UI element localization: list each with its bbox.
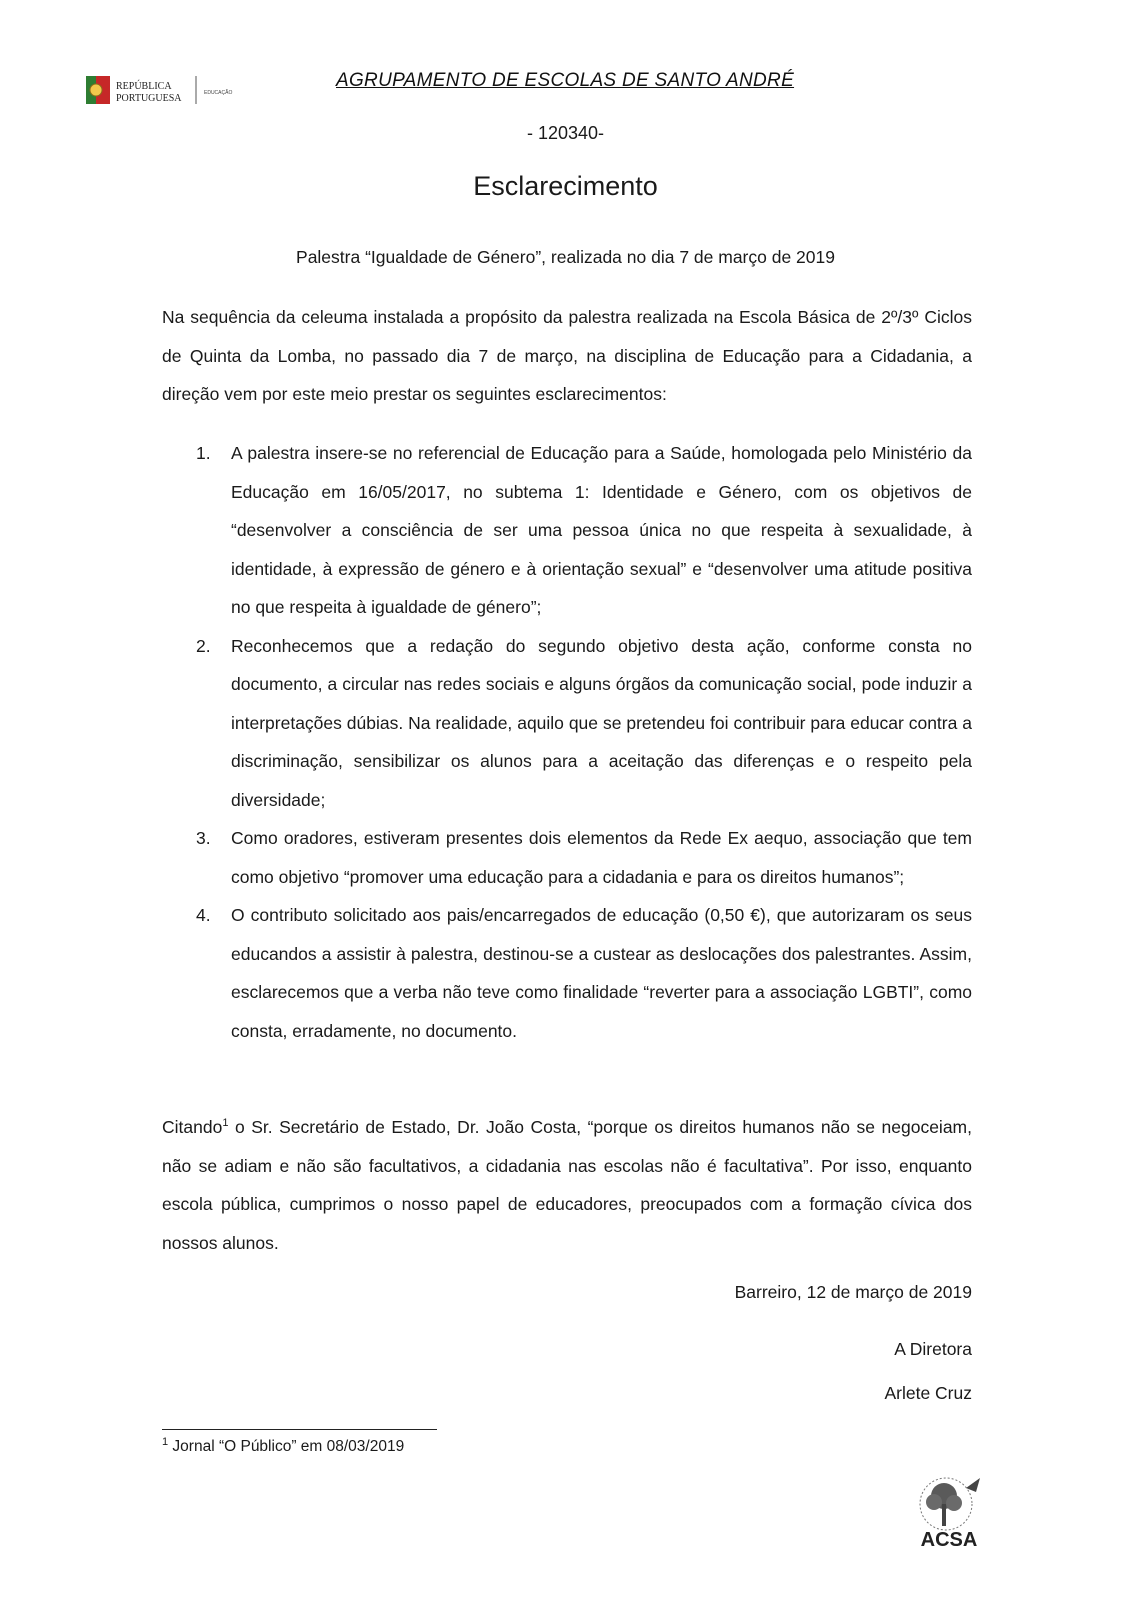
signer-name: Arlete Cruz <box>884 1383 972 1403</box>
list-item-text: Como oradores, estiveram presentes dois elementos da Rede Ex aequo, associação que tem como objetivo “promover uma educação para a cidadania e para os direitos humanos”; <box>231 828 972 887</box>
footnote <box>162 1435 405 1456</box>
document-title: Esclarecimento <box>473 171 658 201</box>
list-item-text: O contributo solicitado aos pais/encarregados de educação (0,50 €), que autorizaram os seus educandos a assistir à palestra, destinou-se a custear as deslocações dos palestrantes. Assim, esclarecemos que a verba não teve como finalidade “reverter para a associação LGBTI”, como consta, erradamente, no documento. <box>231 905 972 1041</box>
acsa-label: ACSA <box>920 1529 978 1551</box>
list-item-text: Reconhecemos que a redação do segundo objetivo desta ação, conforme consta no documento, a circular nas redes sociais e alguns órgãos da comunicação social, pode induzir a interpretações dúbias. Na realidade, aquilo que se pretendeu foi contribuir para educar contra a discriminação, sensibilizar os alunos para a aceitação das diferenças e o respeito pela diversidade; <box>231 635 972 810</box>
acsa-logo <box>904 1470 994 1552</box>
republic-label-line1: REPÚBLICA <box>116 81 172 92</box>
list-item <box>162 627 972 820</box>
republica-portuguesa-logo <box>86 72 256 110</box>
signer-title: A Diretora <box>894 1339 972 1359</box>
clarification-list <box>162 434 972 1050</box>
republic-label-line2: PORTUGUESA <box>116 93 182 104</box>
document-subtitle: Palestra “Igualdade de Género”, realizada no dia 7 de março de 2019 <box>296 247 835 267</box>
school-name: AGRUPAMENTO DE ESCOLAS DE SANTO ANDRÉ <box>336 70 795 91</box>
footnote-divider <box>162 1429 437 1430</box>
list-item-number: 4. <box>196 905 211 925</box>
tree-icon <box>920 1478 980 1530</box>
list-item-number: 3. <box>196 828 211 848</box>
list-item-number: 1. <box>196 443 211 463</box>
citing-word: Citando <box>162 1117 223 1137</box>
flag-emblem-icon <box>86 76 110 104</box>
list-item-number: 2. <box>196 635 211 656</box>
list-item <box>162 434 972 627</box>
place-date: Barreiro, 12 de março de 2019 <box>734 1282 972 1302</box>
list-item <box>162 896 972 1050</box>
list-item-text: A palestra insere-se no referencial de Educação para a Saúde, homologada pelo Ministério da Educação em 16/05/2017, no subtema 1: Identidade e Género, com os objetivos de “desenvolver a consciência de ser uma pessoa única no que respeita à sexualidade, à identidade, à expressão de género e à orientação sexual” e “desenvolver uma atitude positiva no que respeita à igualdade de género”; <box>231 443 972 617</box>
footnote-text: Jornal “O Público” em 08/03/2019 <box>168 1438 405 1455</box>
intro-paragraph: Na sequência da celeuma instalada a propósito da palestra realizada na Escola Básica de 2º/3º Ciclos de Quinta da Lomba, no passado dia 7 de março, na disciplina de Educação para a Cidadania, a direção vem por este meio prestar os seguintes esclarecimentos: <box>162 307 972 404</box>
citation-text: o Sr. Secretário de Estado, Dr. João Costa, “porque os direitos humanos não se negoceiam, não se adiam e não são facultativos, a cidadania nas escolas não é facultativa”. Por isso, enquanto escola pública, cumprimos o nosso papel de educadores, preocupados com a formação cívica dos nossos alunos. <box>162 1117 972 1253</box>
footnote-reference: 1 <box>222 1117 229 1130</box>
list-item <box>162 819 972 896</box>
citation-paragraph <box>162 1108 972 1262</box>
ministry-label: EDUCAÇÃO <box>204 90 233 96</box>
document-code: - 120340- <box>526 123 605 143</box>
footnote-mark: 1 <box>162 1435 169 1448</box>
